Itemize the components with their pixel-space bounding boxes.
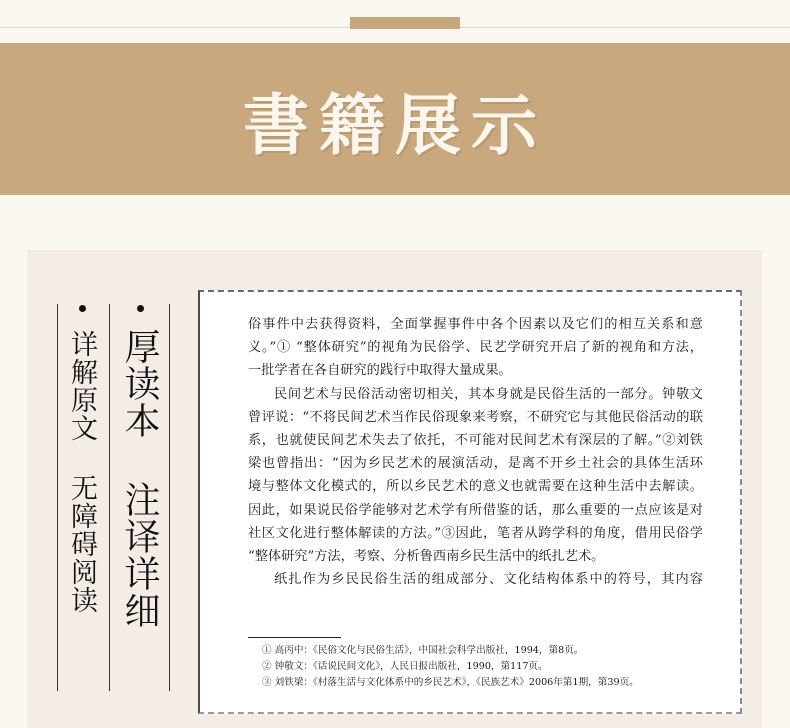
title-banner	[0, 43, 790, 195]
page-line: 梁也曾指出：“因为乡民艺术的展演活动，是离不开乡土社会的具体生活环	[248, 456, 703, 472]
feature-text-annotations: 详解原文 无障碍阅读	[66, 330, 97, 614]
footnote-item: ② 钟敬文：《话说民间文化》，人民日报出版社，1990，第117页。	[262, 661, 548, 673]
vertical-rule-middle	[109, 304, 110, 691]
footnotes	[262, 643, 702, 692]
vertical-rule-left	[57, 304, 58, 691]
bullet-dot-1	[79, 305, 86, 312]
vertical-rule-right	[169, 304, 170, 691]
page-line: 社区文化进行整体解读的方法。”③因此，笔者从跨学科的角度，借用民俗学	[248, 525, 703, 541]
page-line: 纸扎作为乡民民俗生活的组成部分、文化结构体系中的符号，其内容	[274, 572, 703, 588]
footnote-item: ① 高丙中：《民俗文化与民俗生活》，中国社会科学出版社，1994，第8页。	[262, 645, 584, 656]
page-line: 境与整体文化模式的，所以乡民艺术的意义也就需要在这种生活中去解读。	[248, 479, 703, 495]
page-line: 曾评说：“不将民间艺术当作民俗现象来考察，不研究它与其他民俗活动的联	[248, 409, 703, 425]
bullet-dot-2	[137, 305, 144, 312]
page-line: 民间艺术与民俗活动密切相关，其本身就是民俗生活的一部分。钟敬文	[274, 386, 703, 402]
page-line: 系，也就使民间艺术失去了依托，不可能对民间艺术有深层的了解。”②刘铁	[248, 433, 703, 449]
page-line: 一批学者在各自研究的践行中取得大量成果。	[248, 363, 512, 379]
footnote-item: ③ 刘铁梁：《村落生活与文化体系中的乡民艺术》，《民族艺术》2006年第1期，第39页。	[262, 677, 639, 689]
banner-title: 書籍展示	[243, 85, 547, 164]
book-page-text	[248, 313, 703, 591]
footnote-rule	[248, 637, 341, 638]
feature-text-thick-edition: 厚读本 注译详细	[119, 328, 160, 629]
page-line: 俗事件中去获得资料，全面掌握事件中各个因素以及它们的相互关系和意	[248, 317, 703, 332]
page-line: “整体研究”方法，考察、分析鲁西南乡民生活中的纸扎艺术。	[248, 549, 605, 565]
page-line: 因此，如果说民俗学能够对艺术学有所借鉴的话，那么重要的一点应该是对	[248, 502, 703, 518]
page-line: 义。”① “整体研究”的视角为民俗学、民艺学研究开启了新的视角和方法，	[248, 340, 703, 356]
top-tab-decoration	[350, 17, 460, 29]
